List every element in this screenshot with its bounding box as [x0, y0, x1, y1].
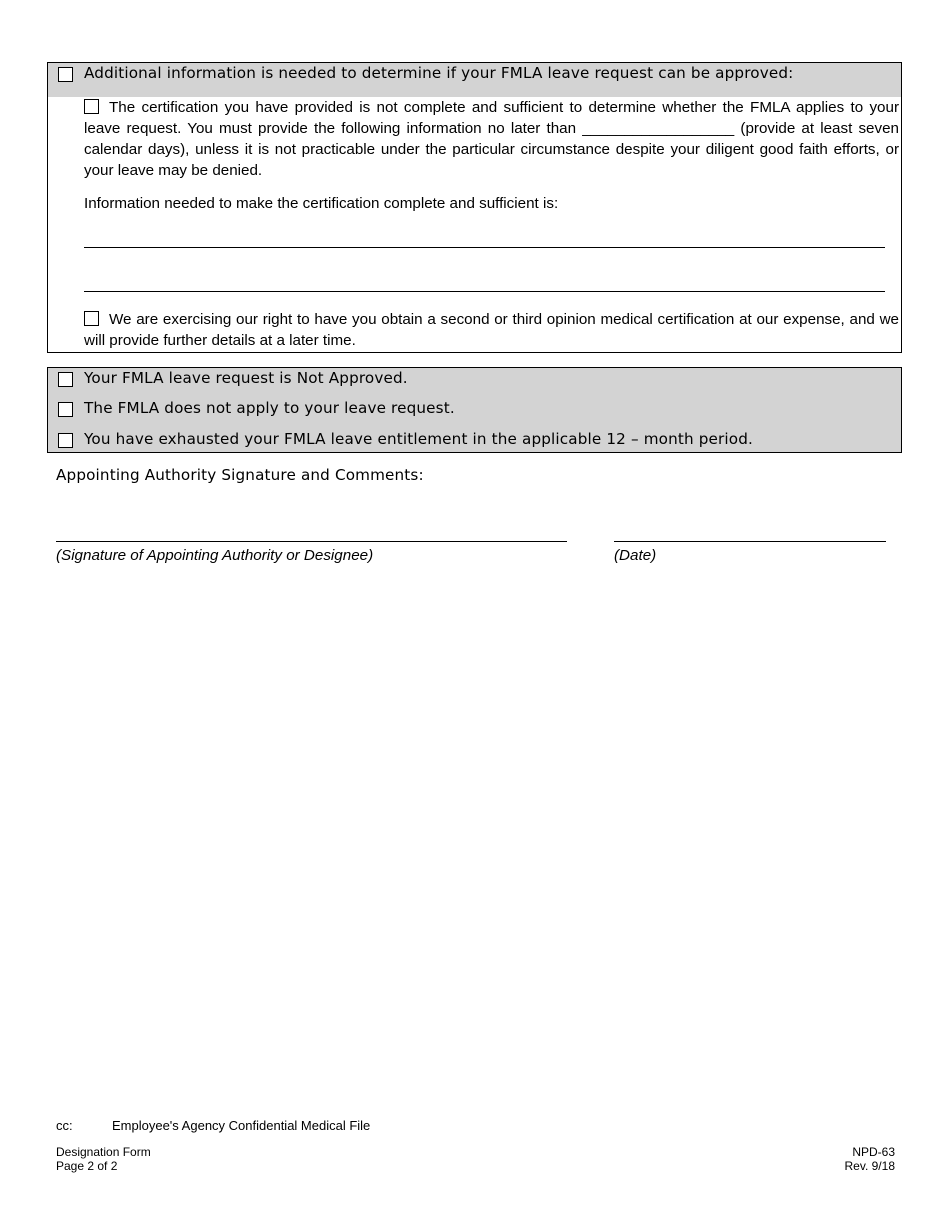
- exhausted-text: You have exhausted your FMLA leave entitlement in the applicable 12 – month period.: [84, 430, 753, 448]
- additional-info-heading: Additional information is needed to determine if your FMLA leave request can be approved:: [84, 64, 794, 82]
- info-needed-line-1[interactable]: [84, 247, 885, 248]
- certification-incomplete-item: [84, 97, 899, 181]
- date-caption: (Date): [614, 547, 657, 564]
- signature-caption: (Signature of Appointing Authority or Designee): [56, 547, 374, 564]
- info-needed-label: Information needed to make the certification complete and sufficient is:: [84, 195, 559, 212]
- not-approved-text: Your FMLA leave request is Not Approved.: [84, 369, 408, 387]
- form-number: NPD-63: [852, 1145, 895, 1159]
- second-opinion-text: We are exercising our right to have you obtain a second or third opinion medical certification at our expense, and we will provide further details at a later time.: [84, 311, 899, 349]
- page-number: Page 2 of 2: [56, 1159, 118, 1173]
- second-opinion-item: [84, 309, 899, 351]
- not-apply-checkbox[interactable]: [58, 402, 73, 417]
- not-approved-checkbox[interactable]: [58, 372, 73, 387]
- signature-line[interactable]: [56, 541, 567, 542]
- signature-heading: Appointing Authority Signature and Comments:: [56, 466, 424, 484]
- cc-value: Employee's Agency Confidential Medical File: [112, 1118, 371, 1133]
- form-name: Designation Form: [56, 1145, 151, 1159]
- exhausted-checkbox[interactable]: [58, 433, 73, 448]
- certification-incomplete-checkbox[interactable]: [84, 99, 99, 114]
- revision: Rev. 9/18: [844, 1159, 895, 1173]
- cc-label: cc:: [56, 1118, 73, 1133]
- additional-info-checkbox[interactable]: [58, 67, 73, 82]
- certification-incomplete-text: The certification you have provided is not complete and sufficient to determine whether the FMLA applies to your leave request. You must provide the following information no later than __________________ (provide at least seven calendar days), unless it is not practicable under the particular circumstance despite your diligent good faith efforts, or your leave may be denied.: [84, 99, 899, 179]
- info-needed-line-2[interactable]: [84, 291, 885, 292]
- not-apply-text: The FMLA does not apply to your leave request.: [84, 399, 455, 417]
- date-line[interactable]: [614, 541, 886, 542]
- second-opinion-checkbox[interactable]: [84, 311, 99, 326]
